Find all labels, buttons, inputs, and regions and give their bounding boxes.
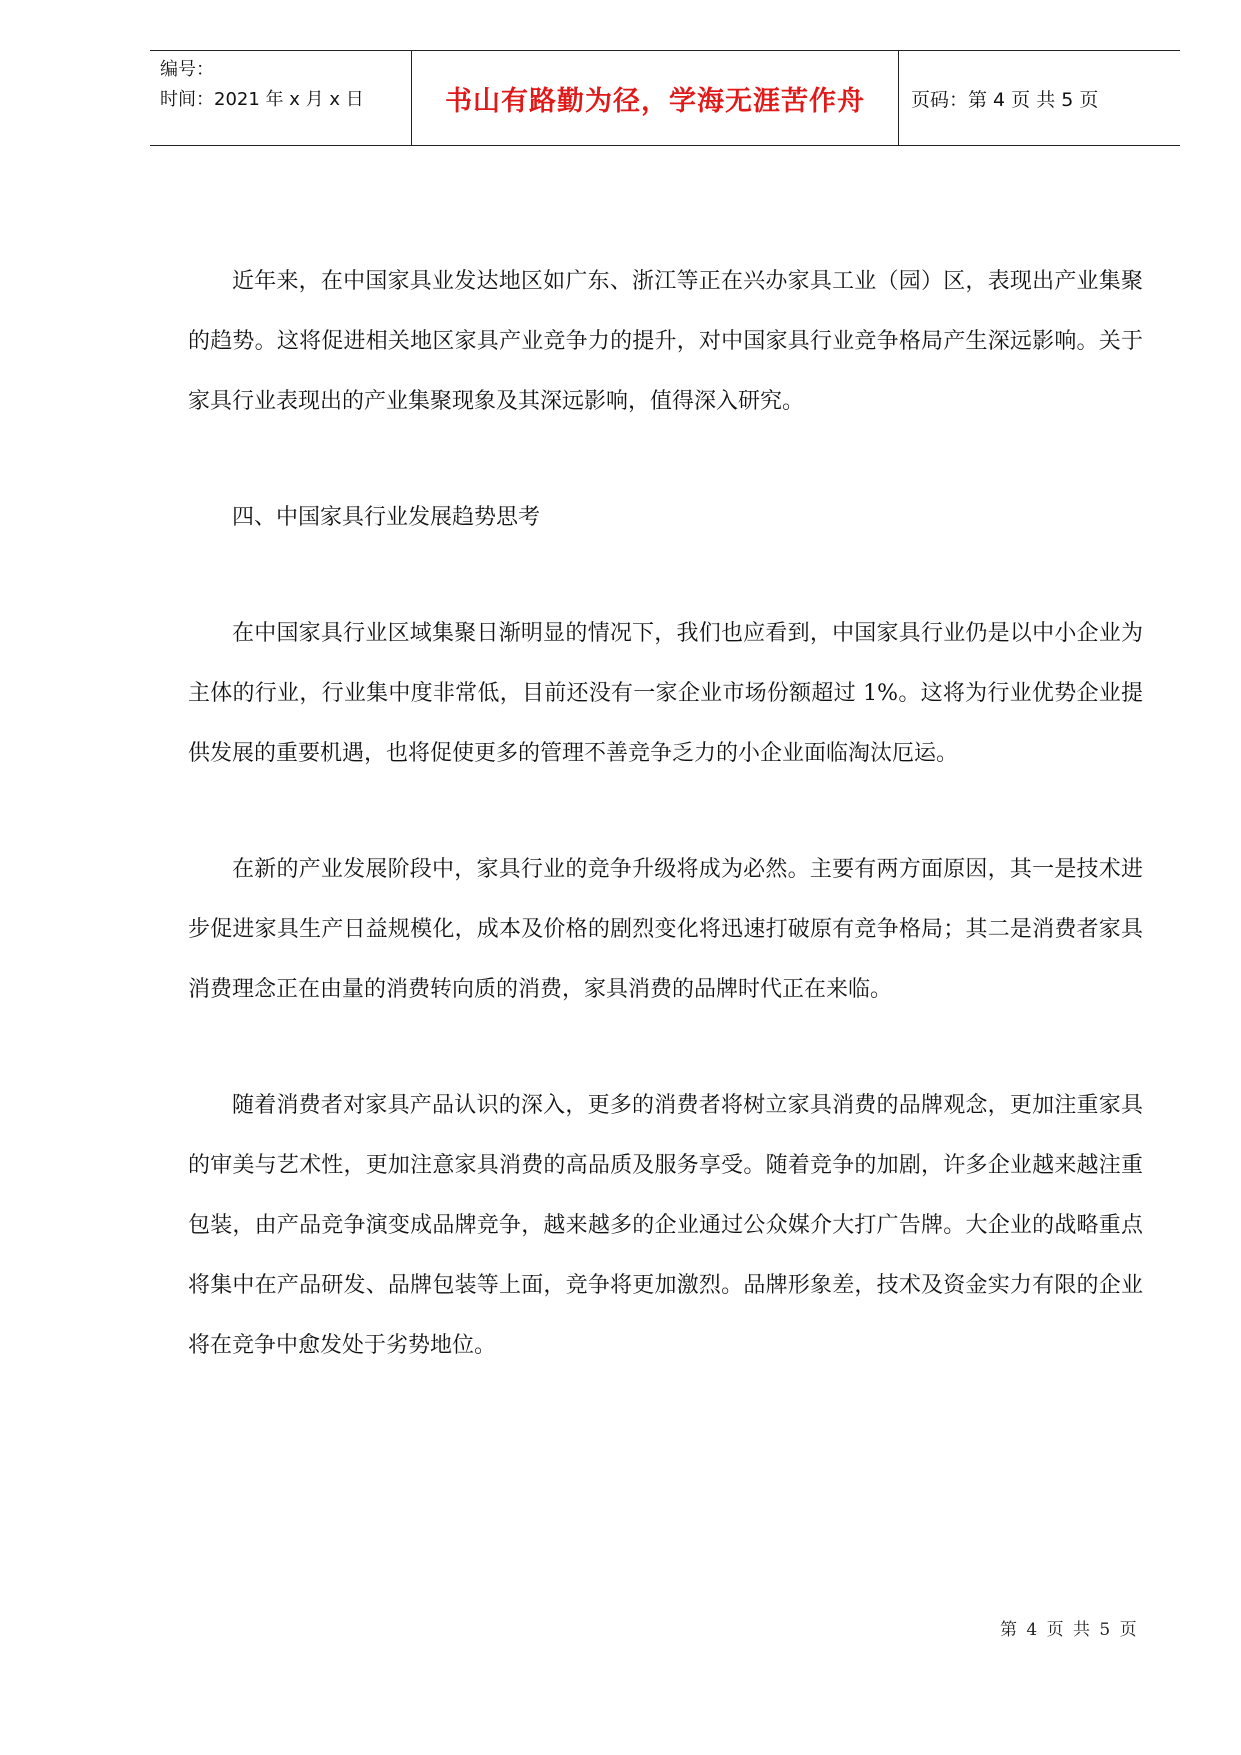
paragraph-2: 在中国家具行业区域集聚日渐明显的情况下，我们也应看到，中国家具行业仍是以中小企业为主体的行业，行业集中度非常低，目前还没有一家企业市场份额超过 1%。这将为行业优势企业提供发展的重要机遇，也将促使更多的管理不善竞争乏力的小企业面临淘汰厄运。 [188, 621, 1143, 766]
document-number-label: 编号： [160, 59, 214, 80]
document-body [188, 252, 1143, 1432]
header-motto: 书山有路勤为径，学海无涯苦作舟 [412, 51, 899, 145]
page-footer: 第 4 页 共 5 页 [1000, 1620, 1139, 1640]
paragraph-1: 近年来，在中国家具业发达地区如广东、浙江等正在兴办家具工业（园）区，表现出产业集聚的趋势。这将促进相关地区家具产业竞争力的提升，对中国家具行业竞争格局产生深远影响。关于家具行业表现出的产业集聚现象及其深远影响，值得深入研究。 [188, 269, 1143, 414]
page-header [150, 50, 1180, 146]
section-heading: 四、中国家具行业发展趋势思考 [232, 505, 541, 530]
header-meta [150, 51, 412, 145]
paragraph-4: 随着消费者对家具产品认识的深入，更多的消费者将树立家具消费的品牌观念，更加注重家具的审美与艺术性，更加注意家具消费的高品质及服务享受。随着竞争的加剧，许多企业越来越注重包装，由产品竞争演变成品牌竞争，越来越多的企业通过公众媒介大打广告牌。大企业的战略重点将集中在产品研发、品牌包装等上面，竞争将更加激烈。品牌形象差，技术及资金实力有限的企业将在竞争中愈发处于劣势地位。 [188, 1093, 1143, 1358]
document-date: 时间：2021 年 x 月 x 日 [160, 89, 364, 110]
paragraph-3: 在新的产业发展阶段中，家具行业的竞争升级将成为必然。主要有两方面原因，其一是技术进步促进家具生产日益规模化，成本及价格的剧烈变化将迅速打破原有竞争格局；其二是消费者家具消费理念正在由量的消费转向质的消费，家具消费的品牌时代正在来临。 [188, 857, 1143, 1002]
header-page-number: 页码：第 4 页 共 5 页 [911, 88, 1099, 111]
